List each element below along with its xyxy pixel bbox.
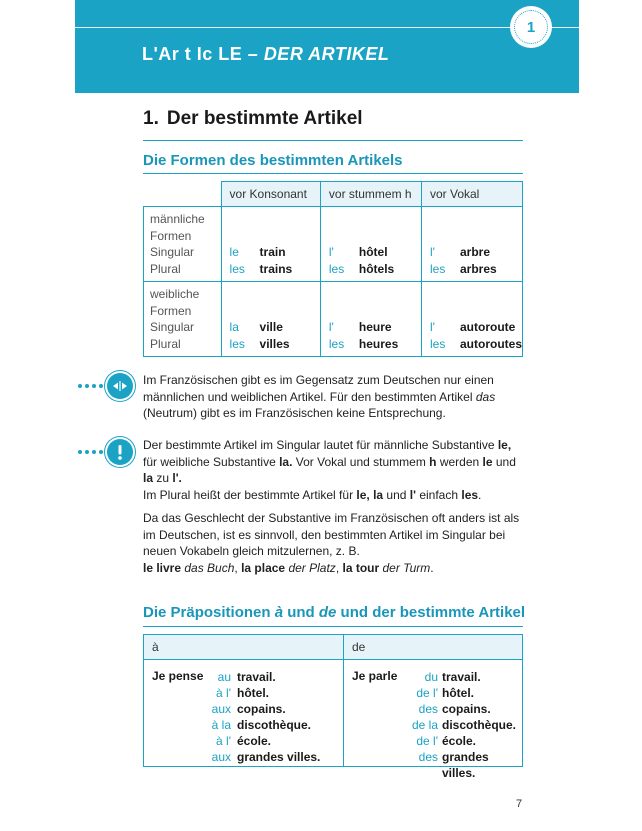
form-cell — [421, 282, 522, 357]
article: les — [229, 261, 245, 276]
article: l' — [328, 245, 334, 259]
noun: arbres — [459, 261, 497, 276]
col-header: vor Konsonant — [221, 182, 320, 207]
note-line: im Deutschen, ist es sinnvoll, den bestimmten Artikel im Singular bei — [143, 527, 506, 542]
sentence-start: Je parle — [352, 669, 398, 683]
preposition-cell — [344, 660, 523, 780]
nouns-list — [442, 669, 521, 781]
note-text: einfach — [415, 487, 462, 502]
separator: , — [335, 560, 343, 575]
table-row — [144, 282, 523, 357]
article-forms-table — [143, 181, 523, 357]
article: l' — [429, 245, 435, 259]
contracted-form: de l' — [416, 686, 438, 700]
note-bold: h — [429, 454, 437, 469]
sentence-start: Je pense — [152, 669, 204, 683]
form-cell — [421, 207, 522, 282]
article: l' — [429, 320, 435, 334]
heading-part: Die Präpositionen — [143, 604, 275, 621]
contracted-form: des — [418, 702, 438, 716]
article: le — [229, 245, 239, 259]
note-line: neuen Vokabeln gleich mitzulernen, z. B. — [143, 544, 360, 558]
note-line: Im Französischen gibt es im Gegensatz zum Deutschen nur einen — [143, 373, 494, 387]
noun: arbre — [459, 245, 491, 259]
compare-arrows-icon — [107, 373, 133, 399]
note-line — [143, 487, 523, 504]
contracted-form: de l' — [416, 734, 438, 748]
note-bold: le, — [497, 438, 512, 452]
compare-note — [143, 372, 523, 422]
note-text: und — [492, 454, 516, 469]
chapter-title-german: DER ARTIKEL — [263, 44, 390, 64]
noun: copains. — [442, 702, 491, 716]
note-bold: l' — [409, 487, 416, 502]
row-label-line: Singular — [150, 320, 195, 334]
heading-part: und — [283, 604, 319, 621]
article: les — [328, 261, 345, 276]
note-text: Im Plural heißt der bestimmte Artikel für — [143, 487, 357, 502]
noun: hôtel — [358, 245, 388, 259]
article: les — [229, 336, 245, 351]
col-header: à — [144, 635, 344, 660]
tip-paragraph — [143, 510, 523, 576]
row-label — [144, 282, 222, 357]
note-line — [143, 437, 523, 454]
heading-part: und der bestimmte Artikel — [336, 604, 526, 621]
noun: train — [259, 245, 286, 259]
dotted-leader — [78, 384, 103, 388]
note-text: Der bestimmte Artikel im Singular lautet für männliche Substantive — [143, 438, 498, 452]
table-row — [144, 660, 523, 767]
contracted-form: à la — [211, 718, 231, 732]
noun: école. — [237, 734, 272, 748]
contracted-form: aux — [211, 702, 231, 716]
note-line — [143, 470, 523, 487]
noun: trains — [259, 261, 293, 276]
noun: ville — [259, 320, 283, 334]
noun: hôtel. — [237, 686, 269, 700]
noun: école. — [442, 734, 477, 748]
article: les — [429, 336, 446, 351]
note-bold: les — [461, 487, 479, 502]
contracted-form: du — [424, 670, 438, 684]
note-line — [143, 454, 523, 471]
noun: heures — [358, 336, 399, 351]
form-cell — [221, 282, 320, 357]
noun: autoroute — [459, 320, 516, 334]
noun: villes — [259, 336, 290, 351]
contracted-forms — [203, 669, 231, 765]
section-number: 1. — [143, 108, 159, 129]
note-line — [143, 389, 523, 406]
example-de: das Buch — [181, 560, 235, 575]
note-bold: l'. — [172, 471, 182, 485]
noun: grandes villes. — [442, 750, 489, 780]
chapter-title-dash: – — [242, 44, 264, 64]
note-italic: das — [475, 389, 496, 404]
noun: travail. — [442, 670, 481, 684]
row-label — [144, 207, 222, 282]
note-bold: le, la — [356, 487, 384, 502]
compare-note-marker — [78, 373, 133, 399]
page-number: 7 — [516, 798, 523, 810]
note-text: und — [383, 487, 410, 502]
forms-heading: Die Formen des bestimmten Artikels — [143, 152, 403, 169]
section-title — [143, 108, 363, 130]
contracted-form: à l' — [216, 686, 231, 700]
col-header: vor Vokal — [421, 182, 522, 207]
separator: , — [234, 560, 242, 575]
warning-note-marker — [78, 439, 133, 465]
col-header: de — [344, 635, 523, 660]
row-label-line: männliche — [150, 212, 205, 226]
noun: travail. — [237, 670, 276, 684]
note-bold: la — [143, 471, 154, 485]
row-label-line: Plural — [150, 336, 181, 351]
section-rule — [143, 140, 523, 141]
forms-heading-rule — [143, 173, 523, 174]
period: . — [430, 560, 434, 575]
contracted-form: à l' — [216, 734, 231, 748]
noun: grandes villes. — [237, 750, 321, 764]
contracted-form: de la — [411, 718, 438, 732]
heading-part: de — [318, 604, 337, 621]
chapter-banner — [75, 0, 579, 93]
example-fr: le livre — [143, 560, 182, 575]
article: les — [328, 336, 345, 351]
heading-part: à — [274, 604, 284, 621]
chapter-title-main: L'Ar t Ic LE — [142, 44, 243, 64]
noun: discothèque. — [237, 718, 312, 732]
row-label-line: Formen — [150, 303, 192, 318]
example-fr: la place — [241, 560, 286, 575]
col-header: vor stummem h — [320, 182, 421, 207]
note-text: Vor Vokal und stummem — [292, 454, 430, 469]
note-text: werden — [436, 454, 483, 469]
table-header-row — [144, 182, 523, 207]
prepositions-table — [143, 634, 523, 780]
section-title-text: Der bestimmte Artikel — [166, 108, 363, 129]
example-fr: la tour — [342, 560, 380, 575]
note-bold: la. — [279, 454, 293, 469]
contracted-forms — [400, 669, 438, 765]
article: les — [429, 261, 446, 276]
example-de: der Platz — [285, 560, 336, 575]
table-header-row — [144, 635, 523, 660]
note-line: Da das Geschlecht der Substantive im Französischen oft anders ist als — [143, 511, 520, 525]
form-cell — [221, 207, 320, 282]
row-label-line: Singular — [150, 245, 195, 259]
banner-divider — [75, 27, 579, 28]
form-cell — [320, 282, 421, 357]
preposition-cell — [144, 660, 344, 767]
note-text: für weibliche Substantive — [143, 454, 280, 469]
example-de: der Turm — [379, 560, 431, 575]
row-label-line: Formen — [150, 228, 192, 243]
note-line: (Neutrum) gibt es im Französischen keine Entsprechung. — [143, 406, 446, 420]
nouns-list — [237, 669, 320, 765]
prepositions-heading — [143, 604, 525, 621]
noun: hôtel. — [442, 686, 474, 700]
chapter-title — [142, 44, 389, 65]
table-row — [144, 207, 523, 282]
noun: discothèque. — [442, 718, 517, 732]
noun: heure — [358, 320, 392, 334]
note-line — [143, 560, 523, 577]
contracted-form: aux — [211, 750, 231, 764]
noun: autoroutes — [459, 336, 522, 351]
dotted-leader — [78, 450, 103, 454]
chapter-number: 1 — [526, 18, 536, 36]
chapter-number-badge — [510, 6, 552, 48]
corner-cell — [144, 182, 222, 207]
noun: copains. — [237, 702, 286, 716]
warning-note — [143, 437, 523, 503]
note-text: männlichen und weiblichen Artikel. Für den bestimmten Artikel — [143, 389, 476, 404]
form-cell — [320, 207, 421, 282]
row-label-line: weibliche — [150, 287, 200, 301]
article: la — [229, 320, 239, 334]
note-bold: le — [482, 454, 493, 469]
row-label-line: Plural — [150, 261, 181, 276]
note-text: zu — [153, 471, 173, 485]
noun: hôtels — [358, 261, 395, 276]
note-text: . — [478, 487, 482, 502]
prepositions-heading-rule — [143, 626, 523, 627]
exclamation-icon — [107, 439, 133, 465]
contracted-form: des — [418, 750, 438, 764]
contracted-form: au — [217, 670, 231, 684]
article: l' — [328, 320, 334, 334]
